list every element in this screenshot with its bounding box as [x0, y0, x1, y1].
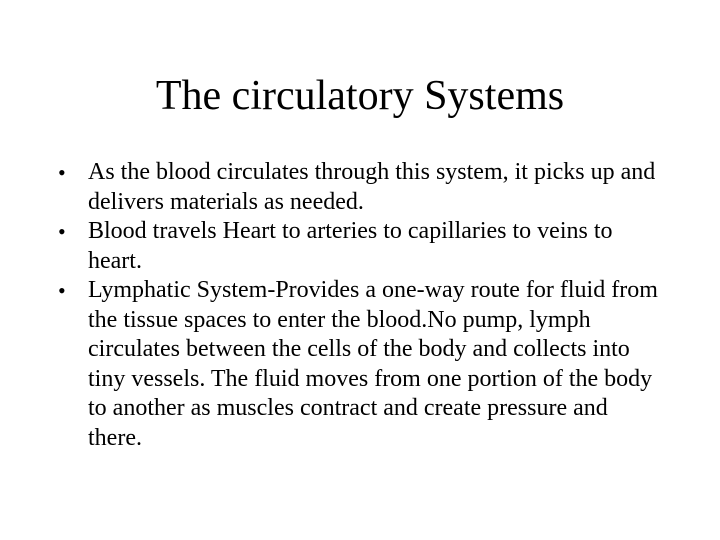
bullet-item-2	[56, 217, 666, 276]
bullet-marker: •	[58, 278, 66, 303]
bullet-text: Lymphatic System-Provides a one-way route for fluid from the tissue spaces to enter the blood.No pump, lymph circulates between the cells of the body and collects into tiny vessels. The fluid moves from one portion of the body to another as muscles contract and create pressure and there.	[88, 277, 658, 451]
bullet-marker: •	[58, 160, 66, 185]
bullet-text: Blood travels Heart to arteries to capillaries to veins to heart.	[88, 218, 613, 274]
bullet-text: As the blood circulates through this system, it picks up and delivers materials as needed.	[88, 159, 656, 215]
bullet-list	[56, 158, 666, 453]
bullet-item-3	[56, 276, 666, 453]
bullet-marker: •	[58, 219, 66, 244]
bullet-item-1	[56, 158, 666, 217]
slide-title: The circulatory Systems	[155, 73, 565, 119]
